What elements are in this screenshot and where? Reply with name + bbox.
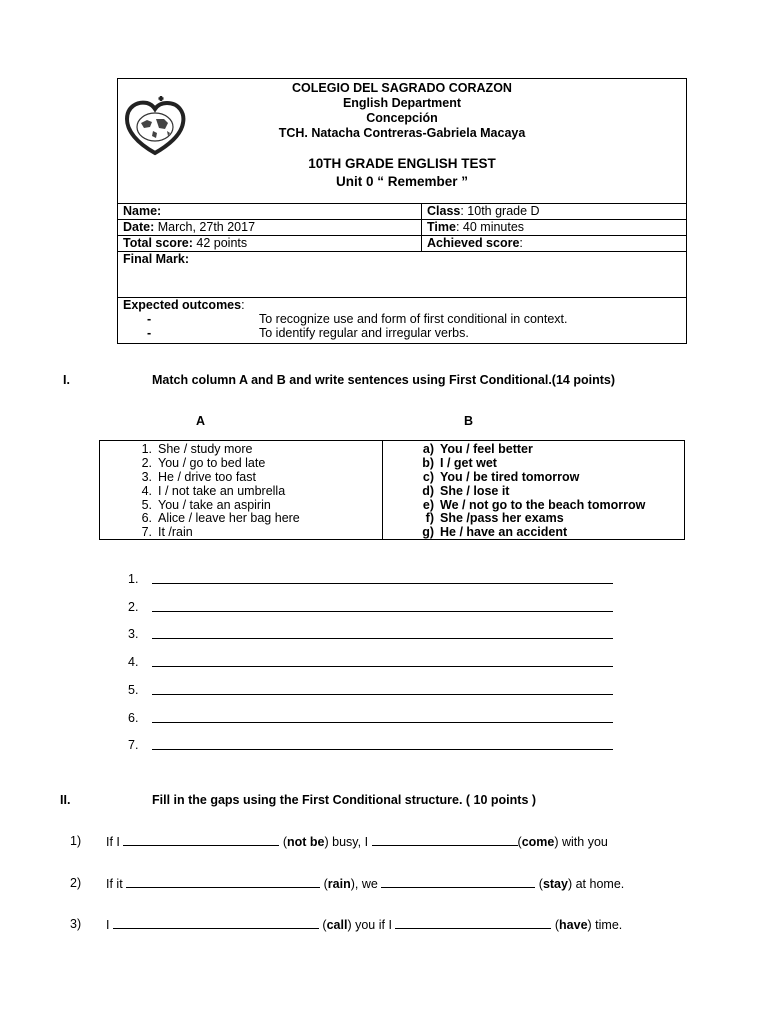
- department: English Department: [342, 96, 462, 110]
- list-item: 3. He / drive too fast: [141, 469, 256, 484]
- column-b-list: [409, 443, 645, 540]
- list-item: e) We / not go to the beach tomorrow: [422, 497, 646, 512]
- section-1-number: I.: [63, 373, 70, 387]
- column-b-heading: B: [464, 414, 474, 428]
- list-item: c) You / be tired tomorrow: [422, 469, 580, 484]
- answer-line-5[interactable]: 5.: [128, 683, 618, 699]
- achieved-score-cell[interactable]: Achieved score:: [422, 236, 687, 252]
- worksheet-page: COLEGIO DEL SAGRADO CORAZON English Department Concepción TCH. Natacha Contreras-Gabriela Macaya 10TH GRADE ENGLISH TEST Unit 0 “ Remember ” Name: Class: 10th grade D Date: March, 27th 2017 Time: 40 minutes Total score: 42 points Achieved score: Final Mark: Expected outcomes: - To recognize use and form of first conditional in context. - To identify regular and irregular verbs. I. Match column A and B and write sentences using First Conditional.(14 points) A B 1. She / study more 2. You / go to bed late 3. He / drive too fast 4. I / not take an umbrella 5. You / take an aspirin 6. Alice / leave her bag here 7. It /rain a) You / feel better b) I / get wet c) You / be tired tomorrow d) She / lose it e) We / not go to the beach tomorrow f) She /pass her exams g) He / have an accident 1. 2. 3. 4. 5. 6. 7. II. Fill in the gaps using the First Conditional structure. ( 10 points ) 1) If I (not be) busy, I (come) with you 2) If it (rain), we (stay) at home. 3) I (call) you if I (have) time.: [0, 0, 768, 1024]
- outcome-item: - To identify regular and irregular verbs.: [147, 326, 469, 340]
- list-item: 6. Alice / leave her bag here: [141, 511, 300, 526]
- list-item: 7. It /rain: [141, 525, 193, 540]
- gap-blank[interactable]: [381, 876, 535, 888]
- test-title-block: [118, 155, 686, 191]
- list-item: a) You / feel better: [422, 442, 533, 456]
- expected-outcomes: Expected outcomes: - To recognize use and form of first conditional in context. - To identify regular and irregular verbs.: [118, 297, 686, 343]
- class-cell: Class: 10th grade D: [422, 204, 687, 220]
- answer-line-4[interactable]: 4.: [128, 655, 618, 671]
- name-cell[interactable]: Name:: [118, 204, 422, 220]
- date-cell: Date: March, 27th 2017: [118, 220, 422, 236]
- school-info: [118, 81, 686, 141]
- header-box: [117, 78, 687, 344]
- gap-blank[interactable]: [395, 917, 551, 929]
- section-2-title: Fill in the gaps using the First Conditional structure. ( 10 points ): [152, 793, 537, 807]
- test-title: 10TH GRADE ENGLISH TEST: [308, 156, 496, 171]
- list-item: b) I / get wet: [422, 455, 497, 470]
- outcome-item: - To recognize use and form of first conditional in context.: [147, 312, 568, 326]
- section-2-number: II.: [60, 793, 71, 807]
- match-table: [99, 440, 685, 540]
- list-item: 2. You / go to bed late: [141, 455, 266, 470]
- time-cell: Time: 40 minutes: [422, 220, 687, 236]
- city: Concepción: [366, 111, 438, 125]
- school-name: COLEGIO DEL SAGRADO CORAZON: [292, 81, 512, 95]
- list-item: 4. I / not take an umbrella: [141, 483, 286, 498]
- gap-blank[interactable]: [123, 834, 279, 846]
- unit-title: Unit 0 “ Remember ”: [335, 174, 469, 189]
- gap-blank[interactable]: [126, 876, 320, 888]
- gap-blank[interactable]: [113, 917, 319, 929]
- match-divider: [382, 441, 383, 539]
- final-mark-cell[interactable]: Final Mark:: [118, 252, 686, 299]
- answer-line-1[interactable]: 1.: [128, 572, 618, 588]
- answer-line-2[interactable]: 2.: [128, 600, 618, 616]
- list-item: f) She /pass her exams: [425, 511, 564, 526]
- gap-blank[interactable]: [372, 834, 518, 846]
- list-item: 1. She / study more: [141, 442, 253, 456]
- list-item: 5. You / take an aspirin: [141, 497, 271, 512]
- answer-line-3[interactable]: 3.: [128, 627, 618, 643]
- teachers: TCH. Natacha Contreras-Gabriela Macaya: [278, 126, 526, 140]
- list-item: d) She / lose it: [422, 483, 510, 498]
- list-item: g) He / have an accident: [422, 525, 568, 540]
- section-1-title: Match column A and B and write sentences using First Conditional.(14 points): [152, 373, 616, 387]
- student-info-table: [118, 203, 686, 298]
- column-a-heading: A: [196, 414, 206, 428]
- total-score-cell: Total score: 42 points: [118, 236, 422, 252]
- column-a-list: [127, 443, 300, 540]
- answer-line-7[interactable]: 7.: [128, 738, 618, 754]
- answer-line-6[interactable]: 6.: [128, 711, 618, 727]
